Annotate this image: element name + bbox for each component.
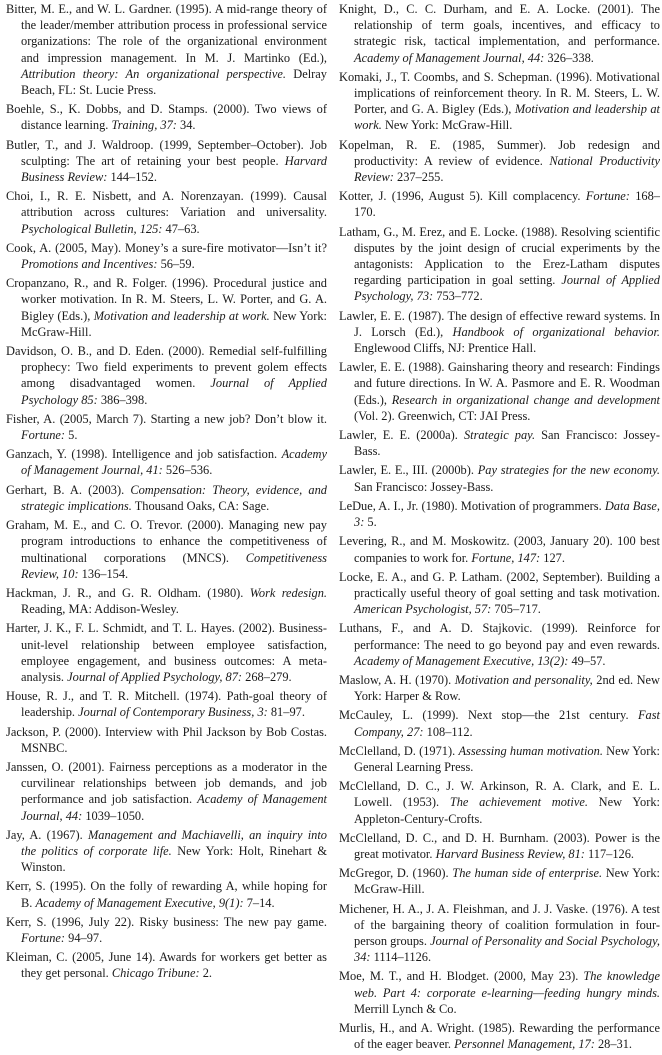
reference-entry: Ganzach, Y. (1998). Intelligence and job satisfaction. Academy of Management Journal, 41: 526–536. bbox=[6, 447, 327, 478]
reference-entry: Gerhart, B. A. (2003). Compensation: Theory, evidence, and strategic implications. Thousand Oaks, CA: Sage. bbox=[6, 482, 327, 513]
reference-entry: Davidson, O. B., and D. Eden. (2000). Remedial self-fulfilling prophecy: Two field experiments to prevent golem effects among disadvantaged women. Journal of Applied Psychology 85: 386–398. bbox=[6, 344, 327, 407]
reference-entry: Maslow, A. H. (1970). Motivation and personality, 2nd ed. New York: Harper & Row. bbox=[339, 672, 660, 704]
reference-entry: LeDue, A. I., Jr. (1980). Motivation of programmers. Data Base, 3: 5. bbox=[339, 498, 660, 530]
reference-entry: Choi, I., R. E. Nisbett, and A. Norenzayan. (1999). Causal attribution across cultures: Variation and universality. Psychological Bulletin, 125: 47–63. bbox=[6, 189, 327, 236]
reference-entry: McGregor, D. (1960). The human side of enterprise. New York: McGraw-Hill. bbox=[339, 866, 660, 897]
reference-entry: Hackman, J. R., and G. R. Oldham. (1980). Work redesign. Reading, MA: Addison-Wesley. bbox=[6, 585, 327, 617]
reference-entry: Lawler, E. E. (2000a). Strategic pay. San Francisco: Jossey-Bass. bbox=[339, 428, 661, 459]
reference-entry: Kerr, S. (1995). On the folly of rewarding A, while hoping for B. Academy of Management Executive, 9(1): 7–14. bbox=[6, 879, 327, 910]
reference-entry: Kleiman, C. (2005, June 14). Awards for workers get better as they get personal. Chicago Tribune: 2. bbox=[6, 950, 327, 981]
reference-entry: McClelland, D. (1971). Assessing human motivation. New York: General Learning Press. bbox=[339, 743, 660, 774]
reference-entry: Bitter, M. E., and W. L. Gardner. (1995). A mid-range theory of the leader/member attribution process in professional service organizations: The role of the organizational environment and impression management. In M. J. Martinko (Ed.), Attribution theory: An organizational perspective. Delray Beach, FL: St. Lucie Press. bbox=[6, 2, 327, 98]
reference-entry: Michener, H. A., J. A. Fleishman, and J. J. Vaske. (1976). A test of the bargaining theory of coalition formulation in four-person groups. Journal of Personality and Social Psychology, 34: 1114–1126. bbox=[339, 901, 660, 965]
reference-entry: Boehle, S., K. Dobbs, and D. Stamps. (2000). Two views of distance learning. Training, 37: 34. bbox=[6, 102, 327, 133]
reference-entry: Butler, T., and J. Waldroop. (1999, September–October). Job sculpting: The art of retaining your best people. Harvard Business Review: 144–152. bbox=[6, 137, 327, 185]
reference-entry: Moe, M. T., and H. Blodget. (2000, May 23). The knowledge web. Part 4: corporate e-learning—feeding hungry minds. Merrill Lynch & Co. bbox=[339, 969, 661, 1016]
reference-entry: Janssen, O. (2001). Fairness perceptions as a moderator in the curvilinear relationships between job demands, and job performance and job satisfaction. Academy of Management Journal, 44: 1039–1050. bbox=[6, 759, 327, 823]
reference-entry: Fisher, A. (2005, March 7). Starting a new job? Don’t blow it. Fortune: 5. bbox=[6, 411, 327, 443]
reference-entry: Cropanzano, R., and R. Folger. (1996). Procedural justice and worker motivation. In R. M. Steers, L. W. Porter, and G. A. Bigley (Eds.), Motivation and leadership at work. New York: McGraw-Hill. bbox=[6, 276, 327, 339]
reference-entry: Kotter, J. (1996, August 5). Kill complacency. Fortune: 168–170. bbox=[339, 189, 660, 220]
reference-entry: Lawler, E. E., III. (2000b). Pay strategies for the new economy. San Francisco: Jossey-Bass. bbox=[339, 463, 660, 494]
reference-entry: McClelland, D. C., and D. H. Burnham. (2003). Power is the great motivator. Harvard Business Review, 81: 117–126. bbox=[339, 830, 660, 861]
reference-column-right bbox=[339, 1, 660, 1055]
reference-entry: Komaki, J., T. Coombs, and S. Schepman. (1996). Motivational implications of reinforcement theory. In R. M. Steers, L. W. Porter, and G. A. Bigley (Eds.), Motivation and leadership at work. New York: McGraw-Hill. bbox=[339, 69, 660, 133]
reference-entry: McClelland, D. C., J. W. Arkinson, R. A. Clark, and E. L. Lowell. (1953). The achievement motive. New York: Appleton-Century-Crofts. bbox=[339, 779, 660, 826]
reference-entry: Jay, A. (1967). Management and Machiavelli, an inquiry into the politics of corporate life. New York: Holt, Rinehart & Winston. bbox=[6, 827, 327, 875]
reference-entry: McCauley, L. (1999). Next stop—the 21st century. Fast Company, 27: 108–112. bbox=[339, 708, 660, 739]
reference-column-left bbox=[6, 1, 327, 985]
reference-entry: Kerr, S. (1996, July 22). Risky business: The new pay game. Fortune: 94–97. bbox=[6, 914, 327, 945]
reference-entry: Kopelman, R. E. (1985, Summer). Job redesign and productivity: A review of evidence. National Productivity Review: 237–255. bbox=[339, 137, 660, 185]
reference-entry: Harter, J. K., F. L. Schmidt, and T. L. Hayes. (2002). Business-unit-level relationship between employee satisfaction, employee engagement, and business outcomes: A meta-analysis. Journal of Applied Psychology, 87: 268–279. bbox=[6, 621, 327, 684]
reference-entry: Lawler, E. E. (1988). Gainsharing theory and research: Findings and future directions. In W. A. Pasmore and E. R. Woodman (Eds.), Research in organizational change and development (Vol. 2). Greenwich, CT: JAI Press. bbox=[339, 360, 660, 423]
reference-entry: Luthans, F., and A. D. Stajkovic. (1999). Reinforce for performance: The need to go beyond pay and even rewards. Academy of Management Executive, 13(2): 49–57. bbox=[339, 621, 660, 668]
reference-entry: Levering, R., and M. Moskowitz. (2003, January 20). 100 best companies to work for. Fortune, 147: 127. bbox=[339, 534, 660, 565]
reference-entry: Graham, M. E., and C. O. Trevor. (2000). Managing new pay program introductions to enhance the competitiveness of multinational corporations (MNCS). Competitiveness Review, 10: 136–154. bbox=[6, 518, 327, 581]
reference-entry: Cook, A. (2005, May). Money’s a sure-fire motivator—Isn’t it? Promotions and Incentives: 56–59. bbox=[6, 240, 327, 272]
reference-entry: House, R. J., and T. R. Mitchell. (1974). Path-goal theory of leadership. Journal of Contemporary Business, 3: 81–97. bbox=[6, 689, 327, 720]
reference-entry: Latham, G., M. Erez, and E. Locke. (1988). Resolving scientific disputes by the joint design of crucial experiments by the antagonists: Application to the Erez-Latham disputes regarding participation in goal setting. Journal of Applied Psychology, 73: 753–772. bbox=[339, 224, 660, 304]
reference-entry: Murlis, H., and A. Wright. (1985). Rewarding the performance of the eager beaver. Personnel Management, 17: 28–31. bbox=[339, 1020, 660, 1052]
reference-entry: Lawler, E. E. (1987). The design of effective reward systems. In J. Lorsch (Ed.), Handbook of organizational behavior. Englewood Cliffs, NJ: Prentice Hall. bbox=[339, 308, 660, 356]
reference-entry: Jackson, P. (2000). Interview with Phil Jackson by Bob Costas. MSNBC. bbox=[6, 724, 327, 755]
reference-entry: Locke, E. A., and G. P. Latham. (2002, September). Building a practically useful theory of goal setting and task motivation. American Psychologist, 57: 705–717. bbox=[339, 569, 660, 617]
reference-entry: Knight, D., C. C. Durham, and E. A. Locke. (2001). The relationship of term goals, incentives, and efficacy to strategic risk, tactical implementation, and performance. Academy of Management Journal, 44: 326–338. bbox=[339, 2, 660, 65]
